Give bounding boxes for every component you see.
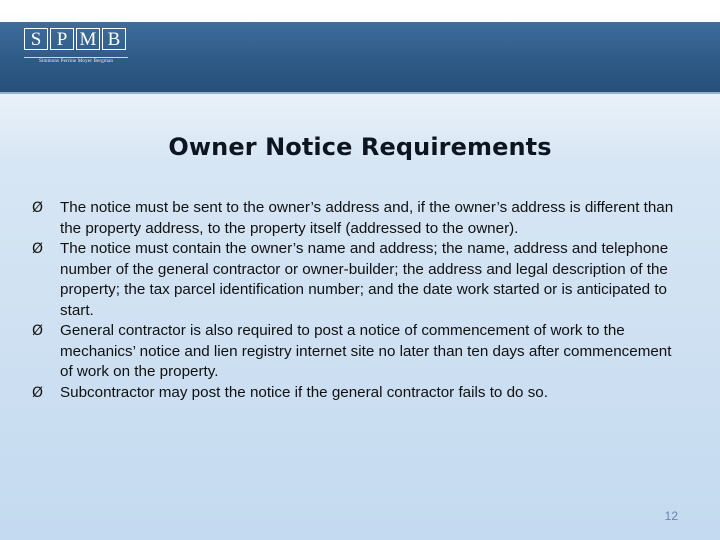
bullet-item [32,198,682,239]
page-number: 12 [664,509,678,523]
bullet-text: Subcontractor may post the notice if the general contractor fails to do so. [60,383,548,401]
arrow-bullet-icon: Ø [32,200,44,216]
arrow-bullet-icon: Ø [32,384,44,401]
slide-title: Owner Notice Requirements [168,133,552,161]
logo-letters [24,28,128,50]
arrow-bullet-icon: Ø [32,323,44,339]
logo-letter: B [102,28,126,50]
logo-letter: M [76,28,100,50]
bullet-text: General contractor is also required to post a notice of commencement of work to the mechanics’ notice and lien registry internet site no later than ten days after commencement of work on the property. [60,322,672,380]
bullet-text: The notice must be sent to the owner’s address and, if the owner’s address is different than the property address, to the property itself (addressed to the owner). [60,199,674,237]
bullet-item [32,239,682,321]
bullet-text: The notice must contain the owner’s name and address; the name, address and telephone number of the general contractor or owner-builder; the address and legal description of the property; the tax parcel identification number; and the date work started or is anticipated to start. [60,240,669,319]
bullet-item [32,321,682,383]
bullet-item [32,383,682,404]
logo-letter: S [24,28,48,50]
bullet-list [32,198,682,403]
spmb-logo [24,28,130,86]
logo-letter: P [50,28,74,50]
logo-tagline: Simmons Perrine Moyer Bergman [38,58,114,64]
arrow-bullet-icon: Ø [32,241,44,257]
